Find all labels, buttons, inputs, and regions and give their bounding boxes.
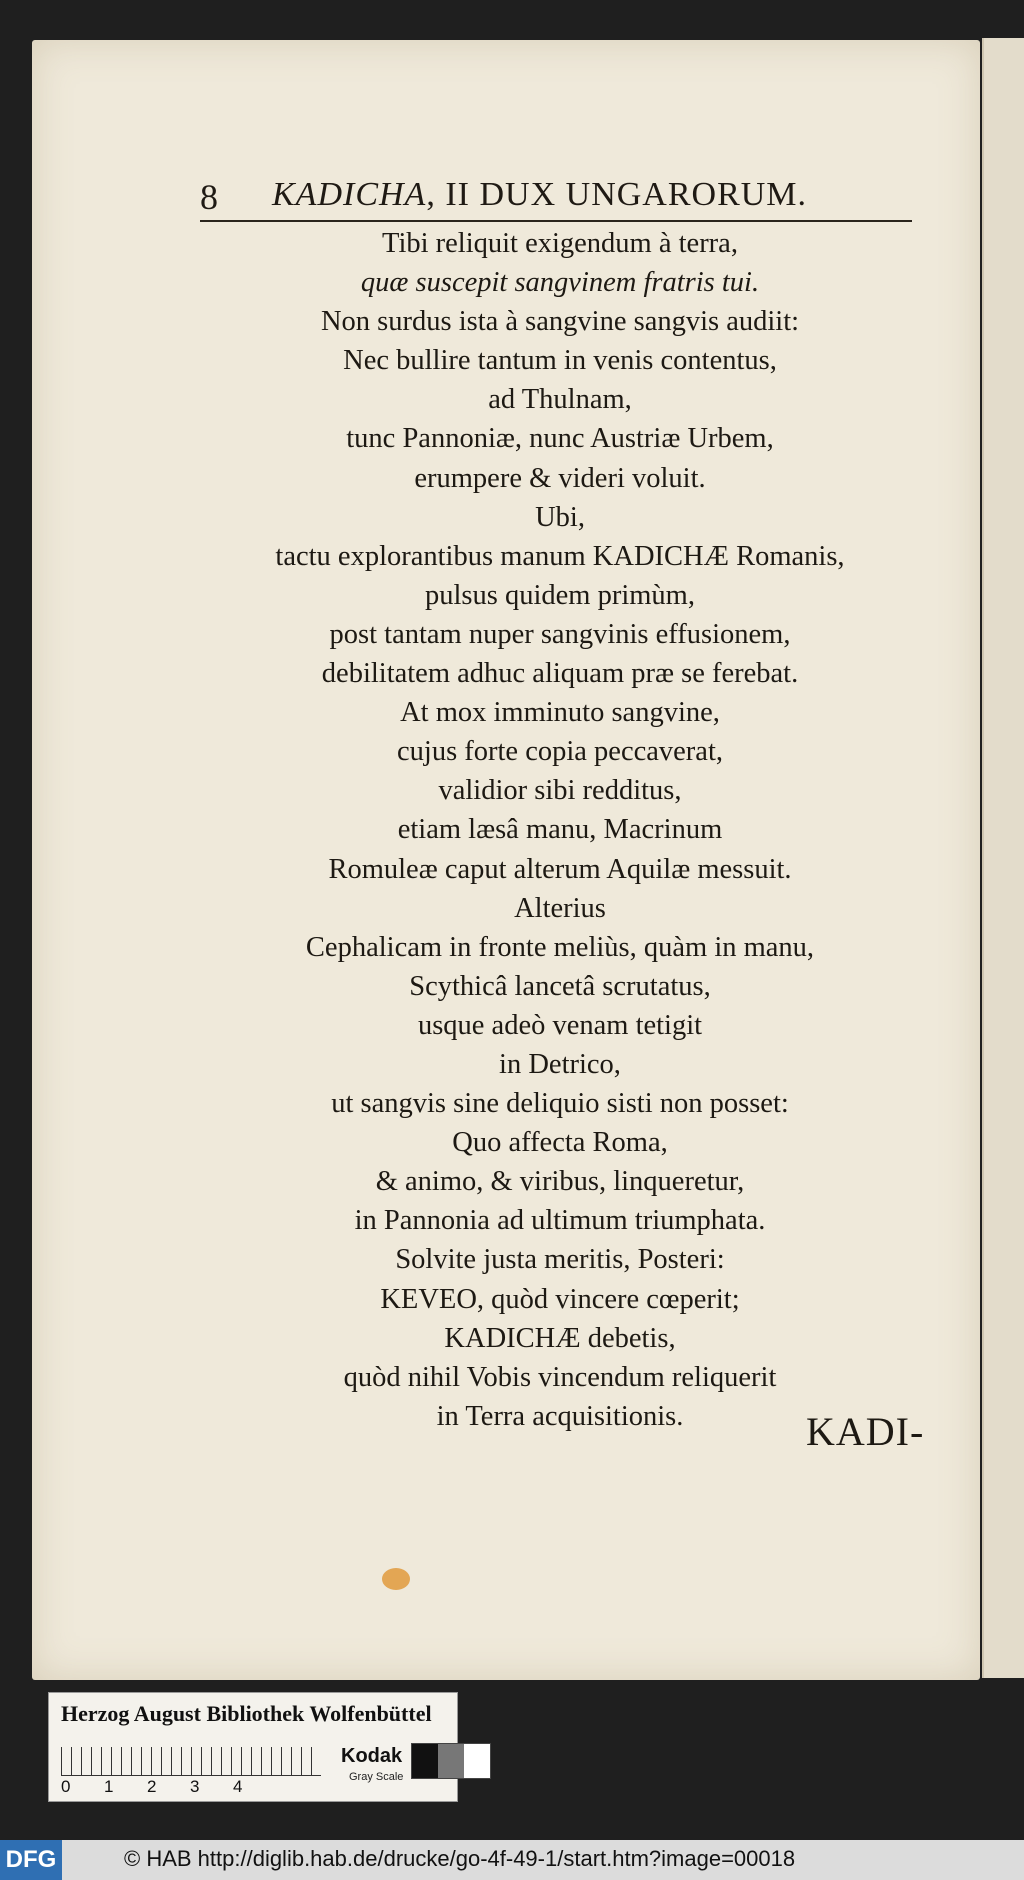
copyright-link[interactable]: © HAB http://diglib.hab.de/drucke/go-4f-49-1/start.htm?image=00018 [124, 1846, 796, 1871]
verse-line: & animo, & viribus, linqueretur, [375, 1166, 745, 1198]
running-title-name: KADICHA [272, 176, 427, 213]
verse-line: post tantam nuper sangvinis effusionem, [329, 618, 791, 650]
verse-line: Romuleæ caput alterum Aquilæ messuit. [328, 853, 792, 885]
verse-line: erumpere & videri voluit. [414, 462, 706, 494]
gray-scale-swatches [411, 1743, 491, 1779]
page-header [200, 140, 912, 222]
verse-line: Cephalicam in fronte meliùs, quàm in manu, [305, 931, 815, 963]
kodak-logo: Kodak [341, 1745, 403, 1767]
verse-line: tactu explorantibus manum KADICHÆ Romanis, [275, 540, 845, 572]
verse-line: cujus forte copia peccaverat, [397, 736, 723, 768]
verse-line: At mox imminuto sangvine, [400, 697, 720, 729]
verse-line: ut sangvis sine deliquio sisti non posset: [331, 1088, 789, 1120]
verse-line: Alterius [514, 892, 606, 924]
ruler-number: 3 [190, 1777, 200, 1796]
verse-line: KADICHÆ debetis, [444, 1322, 676, 1354]
verse-line: ad Thulnam, [488, 384, 632, 416]
verse-line: pulsus quidem primùm, [425, 579, 695, 611]
verse-text [220, 224, 900, 1436]
footer-bar [0, 1840, 1024, 1880]
running-title [272, 176, 807, 214]
verse-line: in Terra acquisitionis. [436, 1400, 684, 1432]
verse-line: Nec bullire tantum in venis contentus, [343, 345, 777, 377]
verse-line: usque adeò venam tetigit [417, 1009, 703, 1041]
swatch-white [464, 1744, 490, 1778]
verse-line: in Pannonia ad ultimum triumphata. [354, 1205, 766, 1237]
verse-line: Non surdus ista à sangvine sangvis audiit: [320, 306, 800, 338]
page-number: 8 [200, 177, 218, 217]
verse-line: Solvite justa meritis, Posteri: [395, 1244, 725, 1276]
verse-line: tunc Pannoniæ, nunc Austriæ Urbem, [346, 423, 774, 455]
ruler-number: 4 [233, 1777, 243, 1796]
verse-line: quòd nihil Vobis vincendum reliquerit [343, 1361, 777, 1393]
ruler-number: 0 [61, 1777, 71, 1796]
gray-scale-caption: Gray Scale [349, 1771, 404, 1783]
verse-line: Scythicâ lancetâ scrutatus, [409, 970, 711, 1002]
paper-stain [382, 1568, 410, 1590]
verse-line: KEVEO, quòd vincere cœperit; [380, 1283, 740, 1315]
ruler-numbers [61, 1777, 321, 1797]
verse-line: Ubi, [535, 501, 585, 533]
verse-line: Quo affecta Roma, [452, 1127, 668, 1159]
running-title-rest: , II DUX UNGARORUM. [426, 176, 808, 213]
verse-line: Tibi reliquit exigendum à terra, [382, 228, 738, 259]
verse-line: etiam læsâ manu, Macrinum [397, 814, 723, 846]
library-name: Herzog August Bibliothek Wolfenbüttel [61, 1701, 432, 1726]
library-label [48, 1692, 458, 1802]
catchword: KADI- [806, 1409, 925, 1454]
scale-ruler [61, 1747, 321, 1776]
facing-page-edge [982, 38, 1024, 1678]
verse-line: debilitatem adhuc aliquam præ se ferebat. [321, 658, 799, 690]
verse-line: quæ suscepit sangvinem fratris tui. [360, 267, 760, 299]
swatch-black [412, 1744, 438, 1778]
ruler-number: 2 [147, 1777, 157, 1796]
dfg-logo: DFG [0, 1840, 62, 1880]
verse-line: validior sibi redditus, [438, 775, 682, 807]
swatch-gray [438, 1744, 464, 1778]
ruler-number: 1 [104, 1777, 114, 1796]
verse-line: in Detrico, [499, 1048, 621, 1080]
